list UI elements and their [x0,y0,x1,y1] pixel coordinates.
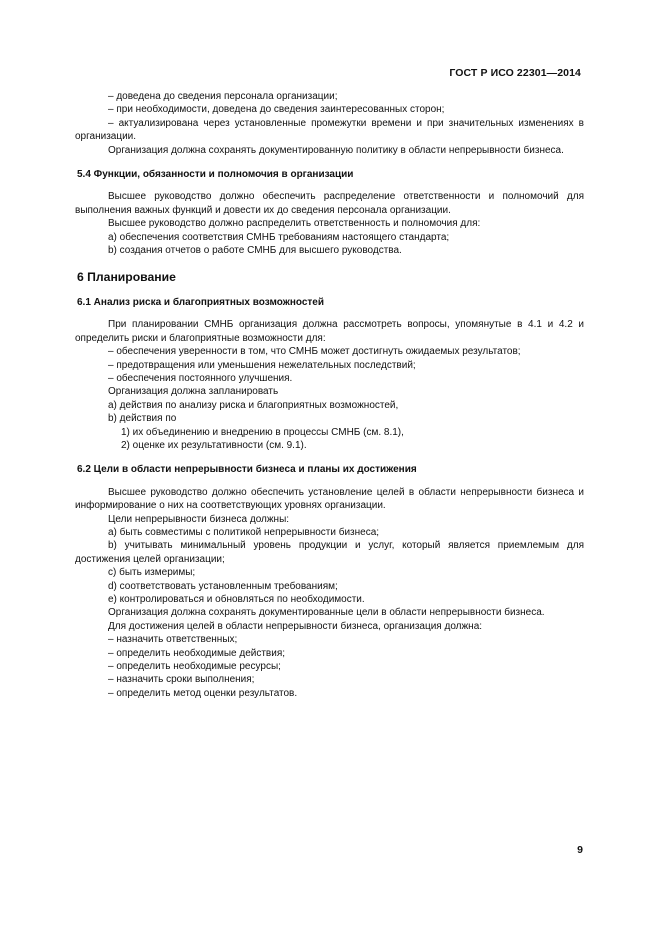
paragraph: a) быть совместимы с политикой непрерывности бизнеса; [108,526,380,538]
paragraph: – актуализирована через установленные промежутки времени и при значительных изменениях в организации. [75,117,584,143]
paragraph: – доведена до сведения персонала организации; [108,91,338,102]
paragraph: e) контролироваться и обновляться по необходимости. [108,594,365,605]
paragraph: Для достижения целей в области непрерывности бизнеса, организация должна: [108,620,483,632]
paragraph: – назначить ответственных; [108,634,238,646]
subsection-heading: 6.2 Цели в области непрерывности бизнеса и планы их достижения [77,464,417,476]
page-content [75,90,584,700]
subsection-heading: 6.1 Анализ риска и благоприятных возможностей [77,296,325,308]
subsection-heading: 5.4 Функции, обязанности и полномочия в организации [77,169,354,181]
paragraph: Цели непрерывности бизнеса должны: [108,513,290,525]
section-heading: 6 Планирование [77,270,176,285]
paragraph: – определить необходимые ресурсы; [108,661,281,673]
paragraph: Организация должна сохранять документированные цели в области непрерывности бизнеса. [108,607,545,619]
paragraph: c) быть измеримы; [108,567,196,579]
paragraph: Высшее руководство должно обеспечить установление целей в области непрерывности бизнеса и информирование о них на соответствующих уровнях организации. [75,486,584,512]
paragraph: – при необходимости, доведена до сведения заинтересованных сторон; [108,104,445,116]
paragraph: Организация должна запланировать [108,386,279,398]
paragraph: Высшее руководство должно обеспечить распределение ответственности и полномочий для выполнения важных функций и довести их до сведения персонала организации. [75,191,584,216]
paragraph: – обеспечения уверенности в том, что СМНБ может достигнуть ожидаемых результатов; [108,346,521,358]
paragraph: 1) их объединению и внедрению в процессы СМНБ (см. 8.1), [121,426,404,438]
paragraph: b) учитывать минимальный уровень продукции и услуг, который является приемлемым для достижения целей организации; [75,540,584,565]
paragraph: a) действия по анализу риска и благоприятных возможностей, [108,399,399,411]
paragraph: b) создания отчетов о работе СМНБ для высшего руководства. [108,245,402,257]
paragraph: 2) оценке их результативности (см. 9.1). [121,439,307,451]
paragraph: Организация должна сохранять документированную политику в области непрерывности бизнеса. [108,144,564,156]
paragraph: – определить необходимые действия; [108,647,286,659]
paragraph: b) действия по [108,413,177,425]
document-header: ГОСТ Р ИСО 22301—2014 [449,67,581,79]
paragraph: Высшее руководство должно распределить ответственность и полномочия для: [108,218,481,230]
paragraph: – определить метод оценки результатов. [108,687,298,699]
page-number: 9 [577,844,583,856]
paragraph: a) обеспечения соответствия СМНБ требованиям настоящего стандарта; [108,231,450,243]
paragraph: – назначить сроки выполнения; [108,674,255,686]
paragraph: При планировании СМНБ организация должна рассмотреть вопросы, упомянутые в 4.1 и 4.2 и определить риски и благоприятные возможности для: [75,319,584,344]
paragraph: – предотвращения или уменьшения нежелательных последствий; [108,359,416,371]
paragraph: – обеспечения постоянного улучшения. [108,372,293,384]
paragraph: d) соответствовать установленным требованиям; [108,580,338,592]
